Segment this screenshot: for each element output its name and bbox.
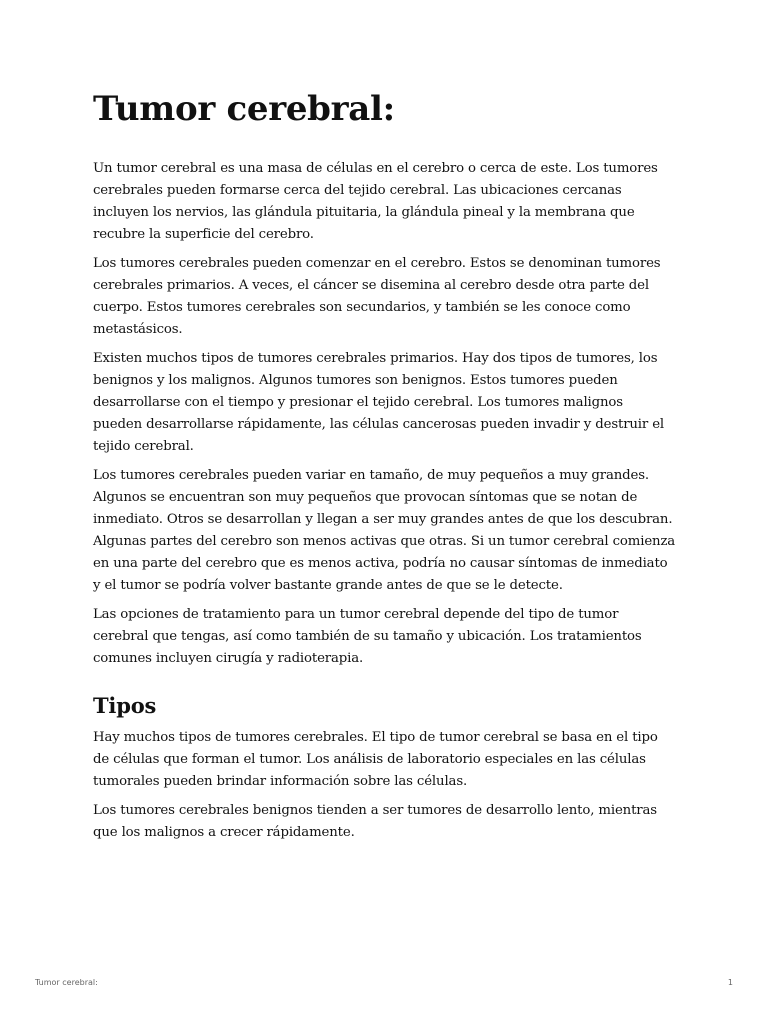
section-paragraph: Hay muchos tipos de tumores cerebrales. El tipo de tumor cerebral se basa en el tipo de células que forman el tumor. Los análisis de laboratorio especiales en las células tumorales pueden brindar información sobre las células. bbox=[93, 730, 658, 789]
intro-paragraph: Las opciones de tratamiento para un tumor cerebral depende del tipo de tumor cerebral que tengas, así como también de su tamaño y ubicación. Los tratamientos comunes incluyen cirugía y radioterapia. bbox=[93, 607, 642, 666]
section-paragraph: Los tumores cerebrales benignos tienden a ser tumores de desarrollo lento, mientras que los malignos a crecer rápidamente. bbox=[93, 803, 657, 840]
footer-page-number: 1 bbox=[727, 978, 733, 987]
intro-paragraph: Existen muchos tipos de tumores cerebrales primarios. Hay dos tipos de tumores, los benignos y los malignos. Algunos tumores son benignos. Estos tumores pueden desarrollarse con el tiempo y presionar el tejido cerebral. Los tumores malignos pueden desarrollarse rápidamente, las células cancerosas pueden invadir y destruir el tejido cerebral. bbox=[93, 351, 665, 454]
intro-paragraph: Los tumores cerebrales pueden comenzar en el cerebro. Estos se denominan tumores cerebrales primarios. A veces, el cáncer se disemina al cerebro desde otra parte del cuerpo. Estos tumores cerebrales son secundarios, y también se les conoce como metastásicos. bbox=[93, 256, 661, 337]
footer-document-title: Tumor cerebral: bbox=[35, 978, 98, 987]
section-heading-tipos: Tipos bbox=[93, 693, 157, 718]
document-page bbox=[93, 86, 676, 851]
intro-paragraph: Los tumores cerebrales pueden variar en tamaño, de muy pequeños a muy grandes. Algunos se encuentran son muy pequeños que provocan síntomas que se notan de inmediato. Otros se desarrollan y llegan a ser muy grandes antes de que los descubran. Algunas partes del cerebro son menos activas que otras. Si un tumor cerebral comienza en una parte del cerebro que es menos activa, podría no causar síntomas de inmediato y el tumor se podría volver bastante grande antes de que se le detecte. bbox=[93, 468, 676, 593]
intro-paragraph: Un tumor cerebral es una masa de células en el cerebro o cerca de este. Los tumores cerebrales pueden formarse cerca del tejido cerebral. Las ubicaciones cercanas incluyen los nervios, las glándula pituitaria, la glándula pineal y la membrana que recubre la superficie del cerebro. bbox=[93, 161, 658, 242]
page-title: Tumor cerebral: bbox=[93, 89, 395, 129]
